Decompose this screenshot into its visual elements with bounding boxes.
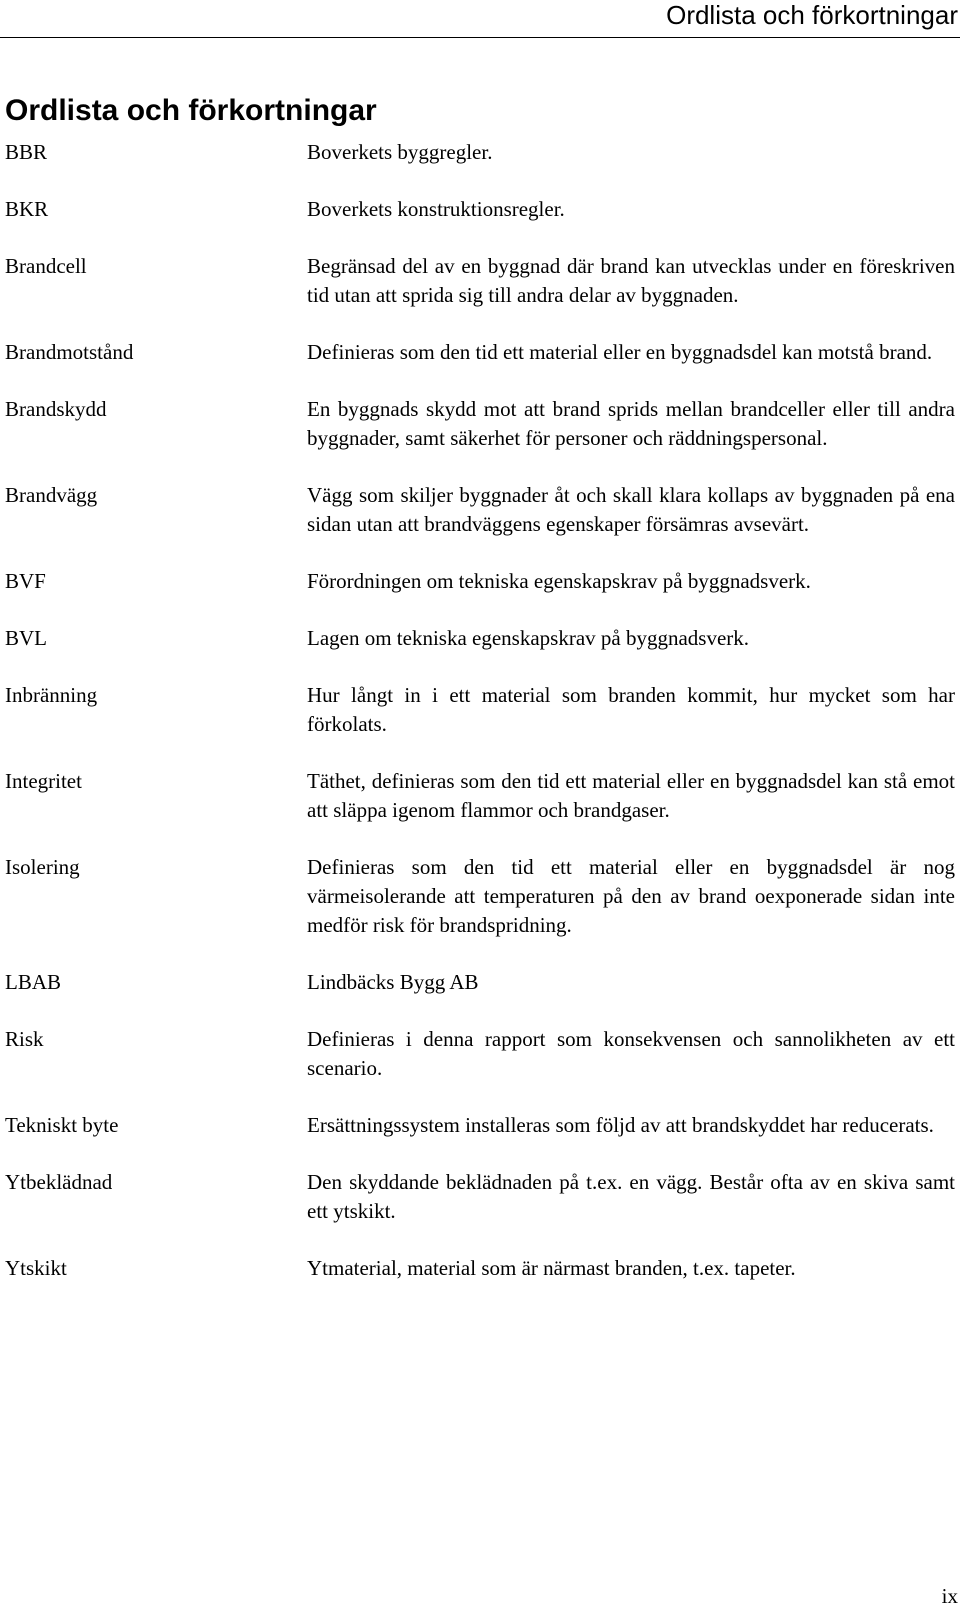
glossary-term: Brandmotstånd	[5, 340, 134, 364]
glossary-entry	[0, 252, 960, 310]
glossary-entry	[0, 481, 960, 539]
glossary-term: Brandskydd	[5, 397, 107, 421]
glossary-entry	[0, 968, 960, 997]
glossary-term: Tekniskt byte	[5, 1113, 119, 1137]
glossary-definition: Begränsad del av en byggnad där brand kan utvecklas under en föreskriven tid utan att sprida sig till andra delar av byggnaden.	[307, 254, 955, 307]
glossary-entry	[0, 195, 960, 224]
glossary-entry	[0, 853, 960, 940]
glossary-term: Risk	[5, 1027, 44, 1051]
glossary-term: Inbränning	[5, 683, 98, 707]
glossary-entry	[0, 1111, 960, 1140]
glossary-term: Brandvägg	[5, 483, 98, 507]
page-number: ix	[941, 1584, 958, 1608]
page-title: Ordlista och förkortningar	[5, 94, 377, 127]
glossary-definition: Lindbäcks Bygg AB	[307, 970, 479, 994]
glossary-term: Ytbeklädnad	[5, 1170, 113, 1194]
glossary-entry	[0, 1025, 960, 1083]
glossary-definition: Ytmaterial, material som är närmast branden, t.ex. tapeter.	[307, 1256, 796, 1280]
running-header	[0, 0, 960, 38]
glossary-entry	[0, 138, 960, 167]
glossary-entry	[0, 1168, 960, 1226]
glossary-term: LBAB	[5, 970, 62, 994]
glossary-entry	[0, 395, 960, 453]
glossary-definition: Förordningen om tekniska egenskapskrav på byggnadsverk.	[307, 569, 811, 593]
glossary-term: BVL	[5, 626, 47, 650]
glossary-definition: Definieras som den tid ett material eller en byggnadsdel kan motstå brand.	[307, 340, 933, 364]
glossary-entry	[0, 1254, 960, 1283]
glossary-definition: Definieras i denna rapport som konsekvensen och sannolikheten av ett scenario.	[307, 1027, 955, 1080]
glossary-definition: Definieras som den tid ett material eller en byggnadsdel är nog värmeisolerande att temperaturen på den av brand oexponerade sidan inte medför risk för brandspridning.	[307, 855, 955, 937]
glossary-entry	[0, 681, 960, 739]
glossary-definition: Hur långt in i ett material som branden kommit, hur mycket som har förkolats.	[307, 683, 955, 736]
glossary-definition: Ersättningssystem installeras som följd av att brandskyddet har reducerats.	[307, 1113, 934, 1137]
glossary-definition: En byggnads skydd mot att brand sprids mellan brandceller eller till andra byggnader, samt säkerhet för personer och räddningspersonal.	[307, 397, 955, 450]
glossary-definition: Vägg som skiljer byggnader åt och skall klara kollaps av byggnaden på ena sidan utan att brandväggens egenskaper försämras avsevärt.	[307, 483, 955, 536]
glossary-term: BVF	[5, 569, 46, 593]
glossary-term: Brandcell	[5, 254, 87, 278]
glossary-entry	[0, 767, 960, 825]
glossary-definition: Lagen om tekniska egenskapskrav på byggnadsverk.	[307, 626, 750, 650]
glossary-definition: Täthet, definieras som den tid ett material eller en byggnadsdel kan stå emot att släppa igenom flammor och brandgaser.	[307, 769, 955, 822]
glossary-entry	[0, 338, 960, 367]
glossary-term: Isolering	[5, 855, 80, 879]
glossary-definition: Boverkets konstruktionsregler.	[307, 197, 565, 221]
glossary-list	[0, 138, 960, 1311]
glossary-term: BKR	[5, 197, 49, 221]
running-header-title: Ordlista och förkortningar	[666, 0, 958, 30]
glossary-term: Ytskikt	[5, 1256, 67, 1280]
glossary-term: BBR	[5, 140, 48, 164]
glossary-definition: Boverkets byggregler.	[307, 140, 493, 164]
glossary-term: Integritet	[5, 769, 82, 793]
glossary-entry	[0, 624, 960, 653]
glossary-entry	[0, 567, 960, 596]
glossary-definition: Den skyddande beklädnaden på t.ex. en vägg. Består ofta av en skiva samt ett ytskikt.	[307, 1170, 955, 1223]
